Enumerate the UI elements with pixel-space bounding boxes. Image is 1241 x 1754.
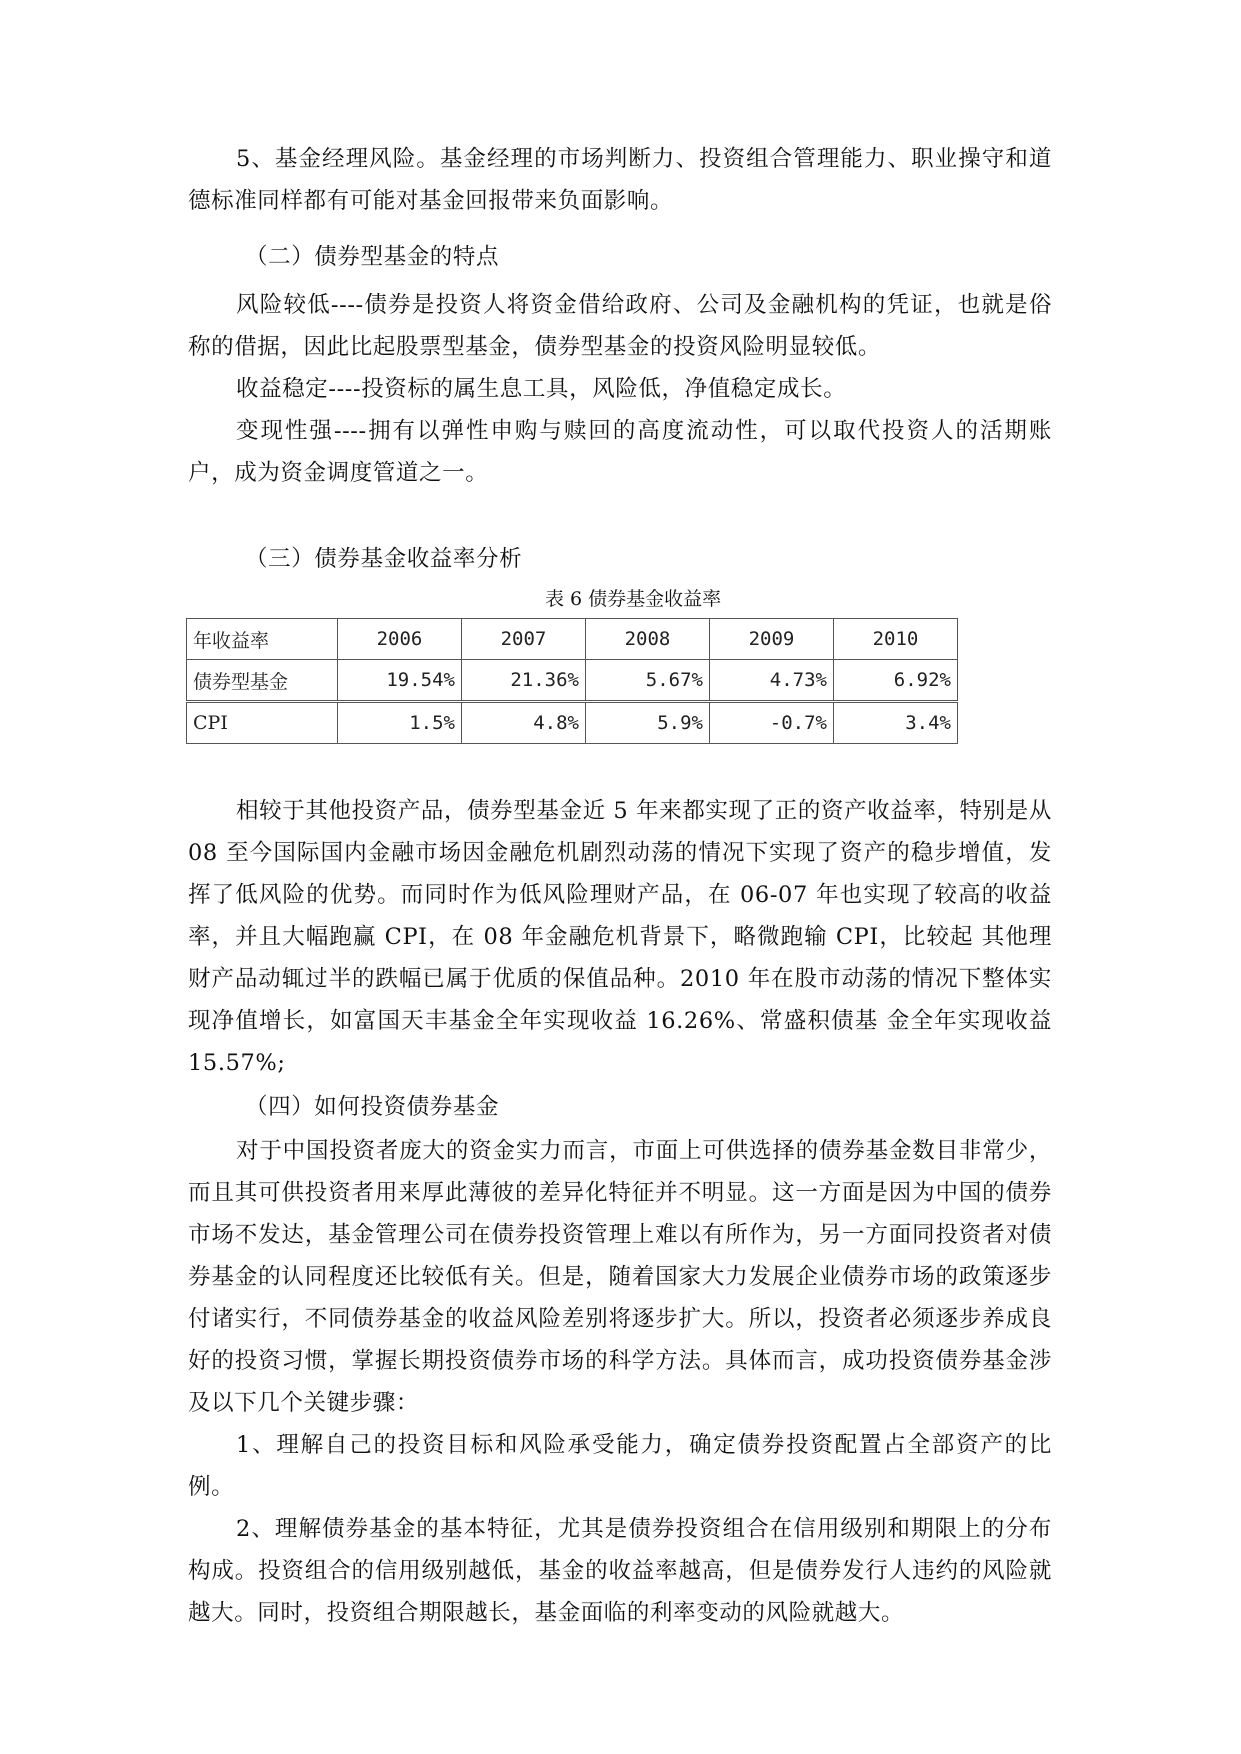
paragraph-manager-risk: 5、基金经理风险。基金经理的市场判断力、投资组合管理能力、职业操守和道德标准同样都有可能对基金回报带来负面影响。	[188, 146, 1052, 214]
table-header-label: 年收益率	[187, 619, 338, 660]
table-cell: 5.9%	[586, 702, 710, 744]
section-heading-bond-fund-features: （二）债券型基金的特点	[245, 244, 500, 270]
table-cell: 21.36%	[462, 660, 586, 702]
table-row-bond-fund	[187, 660, 958, 702]
paragraph-liquidity: 变现性强----拥有以弹性申购与赎回的高度流动性，可以取代投资人的活期账户，成为资金调度管道之一。	[188, 418, 1052, 486]
table-cell: 19.54%	[338, 660, 462, 702]
table-header-year: 2008	[586, 619, 710, 660]
paragraph-step-1: 1、理解自己的投资目标和风险承受能力，确定债券投资配置占全部资产的比例。	[188, 1432, 1052, 1500]
table-header-year: 2006	[338, 619, 462, 660]
paragraph-how-to-invest: 对于中国投资者庞大的资金实力而言，市面上可供选择的债券基金数目非常少，而且其可供投资者用来厚此薄彼的差异化特征并不明显。这一方面是因为中国的债券市场不发达，基金管理公司在债券投资管理上难以有所作为，另一方面同投资者对债券基金的认同程度还比较低有关。但是，随着国家大力发展企业债券市场的政策逐步付诸实行，不同债券基金的收益风险差别将逐步扩大。所以，投资者必须逐步养成良好的投资习惯，掌握长期投资债券市场的科学方法。具体而言，成功投资债券基金涉及以下几个关键步骤：	[188, 1138, 1052, 1416]
table-cell: 6.92%	[834, 660, 958, 702]
paragraph-low-risk: 风险较低----债券是投资人将资金借给政府、公司及金融机构的凭证，也就是俗称的借据，因此比起股票型基金，债券型基金的投资风险明显较低。	[188, 292, 1052, 360]
table-cell: 1.5%	[338, 702, 462, 744]
paragraph-yield-analysis: 相较于其他投资产品，债券型基金近 5 年来都实现了正的资产收益率，特别是从 08 至今国际国内金融市场因金融危机剧烈动荡的情况下实现了资产的稳步增值，发挥了低风险的优势。而同时作为低风险理财产品，在 06-07 年也实现了较高的收益率，并且大幅跑赢 CPI，在 08 年金融危机背景下，略微跑输 CPI，比较起 其他理财产品动辄过半的跌幅已属于优质的保值品种。2010 年在股市动荡的情况下整体实现净值增长，如富国天丰基金全年实现收益 16.26%、常盛积债基 金全年实现收益 15.57%;	[188, 798, 1052, 1076]
table-cell: 4.8%	[462, 702, 586, 744]
bond-fund-yield-table	[186, 618, 958, 744]
table-header-year: 2010	[834, 619, 958, 660]
table-cell: -0.7%	[710, 702, 834, 744]
table-row-cpi	[187, 702, 958, 744]
table-header-row	[187, 619, 958, 660]
paragraph-step-2: 2、理解债券基金的基本特征，尤其是债券投资组合在信用级别和期限上的分布构成。投资组合的信用级别越低，基金的收益率越高，但是债券发行人违约的风险就越大。同时，投资组合期限越长，基金面临的利率变动的风险就越大。	[188, 1516, 1052, 1626]
table-cell: 5.67%	[586, 660, 710, 702]
paragraph-stable-return: 收益稳定----投资标的属生息工具，风险低，净值稳定成长。	[236, 376, 847, 402]
table-row-label: 债券型基金	[187, 660, 338, 702]
section-heading-how-to-invest: （四）如何投资债券基金	[245, 1094, 500, 1120]
section-heading-yield-analysis: （三）债券基金收益率分析	[245, 546, 523, 572]
table-header-year: 2009	[710, 619, 834, 660]
table-cell: 4.73%	[710, 660, 834, 702]
table-caption: 表 6 债券基金收益率	[545, 588, 722, 610]
table-header-year: 2007	[462, 619, 586, 660]
table-row-label: CPI	[187, 702, 338, 744]
table-cell: 3.4%	[834, 702, 958, 744]
